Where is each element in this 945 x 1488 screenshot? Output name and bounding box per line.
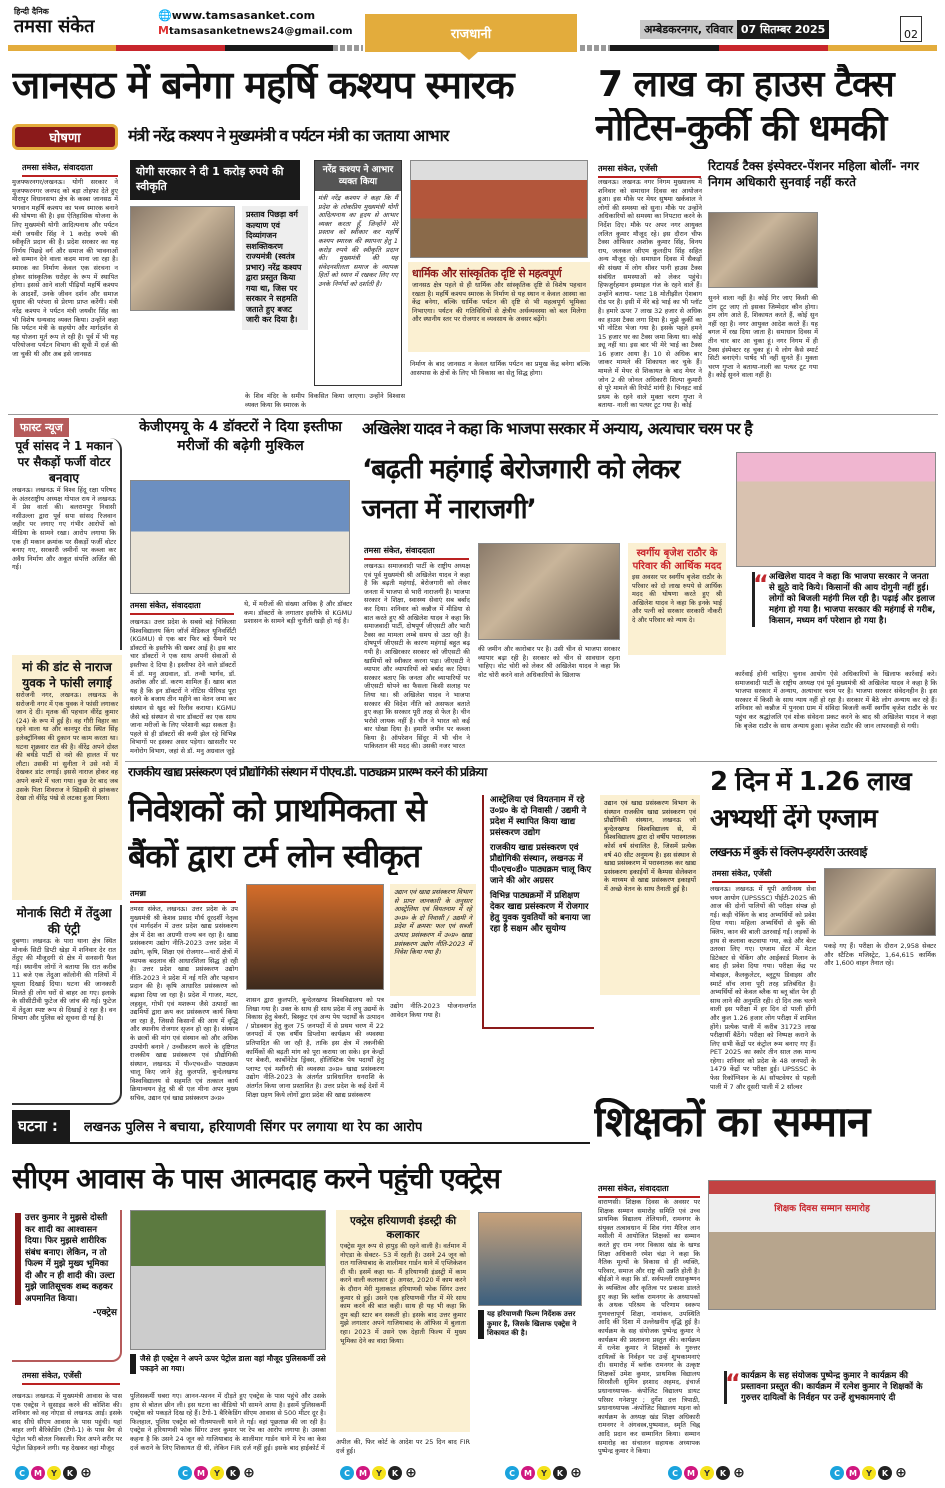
teachers-headline: शिक्षकों का सम्मान bbox=[594, 1098, 870, 1146]
actress-headline: सीएम आवास के पास आत्मदाह करने पहुंची एक्ट्रेस bbox=[12, 1163, 500, 1195]
cmyk-mark bbox=[668, 1466, 746, 1480]
crosshair-icon: ⊕ bbox=[243, 1465, 255, 1481]
story1-banner bbox=[130, 160, 300, 200]
actress-quote-by: -एक्ट्रेस bbox=[92, 1308, 117, 1318]
cmyk-dot: K bbox=[63, 1466, 77, 1480]
thanks-body: मंत्री नरेंद्र कश्यप ने कहा कि मैं प्रदेश के लोकप्रिय मुख्यमंत्री योगी आदित्यनाथ का हृदय से आभार व्यक्त करता हूँ, जिन्होंने मेरे प्रस्ताव को स्वीकार कर महर्षि कश्यप स्मारक की स्थापना हेतु 1 करोड़ रुपये की स्वीकृति प्रदान की। मुख्यमंत्री की यह संवेदनशीलता समाज के व्यापक हितों को ध्यान में रखकर लिए गए उनके निर्णयों को दर्शाती है। bbox=[318, 194, 398, 288]
story2-headline-line1: 7 लाख का हाउस टैक्स bbox=[598, 64, 894, 105]
mother-title: मां की डांट से नाराज युवक ने फांसी लगाई bbox=[22, 660, 112, 690]
actress-body-text: लखनऊ। लखनऊ में मुख्यमंत्री आवास के पास एक एक्ट्रेस ने सुसाइड करने की कोशिश की। शनिवार को वह नोएडा से लखनऊ आई। इसके बाद सीधे सीएम आवास के पास पहुंची। यहां बाहर लगी बैरिकेडिंग (टैगो-1) के पास बैग से पेट्रोल भरी बोतल निकाली। फिर अपने शरीर पर पेट्रोल छिड़कने लगी। यह देखकर वहां मौजूद bbox=[12, 1392, 122, 1452]
exam-headline-line2: अभ्यर्थी देंगे एग्जाम bbox=[710, 805, 877, 834]
akhilesh-tail: कार्रवाई होनी चाहिए। चुनाव आयोग ऐसे अधिकारियों के खिलाफ कार्रवाई करे। समाजवादी पार्टी के राष्ट्रीय अध्यक्ष एवं पूर्व मुख्यमंत्री श्री अखिलेश यादव ने कहा है कि भाजपा सरकार में अन्याय, अत्याचार चरम पर है। भाजपा सरकार संवेदनहीन है। इस सरकार में किसी के साथ न्याय नहीं हो रहा है। सरकार में बैठे लोग अन्याय कर रहे हैं। शनिवार को कन्नौज में पुनरवा ग्राम में संविदा बिजली कर्मी स्वर्गीय बृजेश राठौर के घर पहुंच कर श्रद्धांजलि एवं शोक संवेदना प्रकट करने के बाद श्री अखिलेश यादव ने कहा कि बृजेश राठौर के साथ अन्याय हुआ। बृजेश राठौर की जान लापरवाही से गयी। bbox=[735, 670, 937, 730]
story2-body-text: सुनने वाला नहीं है। कोई गिर जाए किसी की टांग टूट जाए तो इसका जिम्मेदार कौन होगा। हम लोग आते हैं, शिकायत करते हैं, कोई सुन नहीं रहा है। नगर आयुक्त आदेश करते हैं। यह बगल में रख दिया जाता है। समाधान दिवस में तीन चार बार आ चुका हूं। नगर निगम में ही टैक्स इंस्पेक्टर रह चुका हूं। ये लोग कैसे स्मार्ट सिटी बनाएंगे। पार्षद भी नहीं सुनते हैं। मुक्ता चरण गुप्ता ने बताया-नाली का पत्थर टूट गया है। कोई सुनने वाला नहीं है। bbox=[708, 294, 818, 380]
bullet-item: राजकीय खाद्य प्रसंस्करण एवं प्रौद्योगिकी संस्थान, लखनऊ में पी०एच०डी० पाठ्यक्रम चालू किए जाने की ओर अग्रसर bbox=[490, 843, 592, 886]
actress-quote: उत्तर कुमार ने मुझसे दोस्ती कर शादी का आश्वासन दिया। फिर मुझसे शारीरिक संबंध बनाए। लेकिन, न तो फिल्म में मुझे मुख्य भूमिका दी और न ही शादी की। उल्टा मुझे जातिसूचक शब्द कहकर अपमानित किया। bbox=[15, 1213, 117, 1305]
akhilesh-body-text bbox=[628, 660, 726, 758]
cmyk-dot: C bbox=[668, 1466, 682, 1480]
actress-body-text: अपील की, फिर कोर्ट के आदेश पर 25 दिन बाद FIR दर्ज हुई। bbox=[336, 1438, 470, 1455]
section-label: राजधानी bbox=[450, 27, 492, 42]
teachers-byline: तमसा संकेत, संवाददाता bbox=[598, 1183, 700, 1198]
divider bbox=[8, 414, 938, 415]
food-bullets bbox=[482, 795, 594, 1029]
food-body-text: शासन द्वारा कुलपति, बुन्देलखण्ड विश्वविद्यालय को पत्र लिखा गया है। उक्त के साथ ही साथ प्रदेश में लघु उद्यमों के विकास हेतु बेकरी, बिस्कुट एवं अन्य पेय पदार्थों के उत्पादन / प्रोडक्शन हेतु कुल 75 जनपदों में से प्रथम चरण में 22 जनपदों में एक वर्षीय डिप्लोमा कार्यक्रम की व्यवस्था प्रतिपादित की जा रही है, ताकि इस क्षेत्र में तकनीकी कार्मिकों की बढ़ती मांग को पूरा कराया जा सके। इन केन्द्रों पर बेकरी, कार्बोनेटेड ड्रिंक्स, होलिस्टिक पेय पदार्थों हेतु प्लाण्ट एवं मशीनरी की व्यवस्था उ०प्र० खाद्य प्रसंस्करण उद्योग नीति-2023 के अंतर्गत प्राविधानित धनराशि के अंतर्गत किया जाना प्रस्तावित है। उत्तर प्रदेश के कई देशों में शिक्षा ग्रहण किये लोगों द्वारा प्रदेश की खाद्य प्रसंस्करण bbox=[246, 996, 384, 1099]
cmyk-dot: M bbox=[846, 1466, 860, 1480]
actress-quote-box bbox=[12, 1210, 122, 1362]
actress-industry-box bbox=[336, 1210, 470, 1432]
cmyk-dot: Y bbox=[210, 1466, 224, 1480]
monark-body: दुबग्गा। लखनऊ के पारा थाना क्षेत्र स्थित मोनार्क सिटी डिप्टी खेड़ा में शनिवार देर रात तेंदुए की मौजूदगी से क्षेत्र में सनसनी फैल गई। स्थानीय लोगों ने बताया कि रात करीब 11 बजे एक तेंदुआ कॉलोनी की गलियों में घूमता दिखाई दिया। घटना की जानकारी मिलते ही लोग घरों से बाहर आ गए। इलाके के सीसीटीवी फुटेज की जांच की गई। फुटेज में तेंदुआ स्पष्ट रूप से दिखाई दे रहा है। वन विभाग और पुलिस को सूचना दी गई है। bbox=[12, 937, 116, 1023]
place-day: अम्बेडकरनगर, रविवार bbox=[640, 20, 737, 39]
incident-text: लखनऊ पुलिस ने बचाया, हरियाणवी सिंगर पर लगाया था रेप का आरोप bbox=[83, 1120, 423, 1135]
story1-box-tail: निर्माण के बाद जानसठ न केवल धार्मिक पर्यटन का प्रमुख केंद्र बनेगा बल्कि आसपास के क्षेत्रों के लिए भी विकास का सेतु सिद्ध होगा। bbox=[410, 360, 590, 377]
rally-photo bbox=[410, 160, 588, 258]
akhilesh-headline: ‘बढ़ती महंगाई बेरोजगारी को लेकर जनता में नाराजगी’ bbox=[362, 454, 680, 525]
kgmu-body-text: थे, में मरीजों की संख्या अधिक है और डॉक्टर कम। डॉक्टरों के लगातार इस्तीफे से KGMU प्रशासन के सामने बड़ी चुनौती खड़ी हो गई है। bbox=[244, 600, 352, 626]
akhilesh-tribute-photo bbox=[736, 452, 936, 567]
registration-marks bbox=[0, 1466, 945, 1484]
akhilesh-kicker: अखिलेश यादव ने कहा कि भाजपा सरकार में अन्याय, अत्याचार चरम पर है bbox=[362, 420, 752, 438]
actress-incident-photo bbox=[130, 1210, 326, 1350]
cmyk-dot: K bbox=[553, 1466, 567, 1480]
cmyk-dot: Y bbox=[537, 1466, 551, 1480]
bullet-item: आस्ट्रेलिया एवं वियतनाम में रहे उ०प्र० के दो निवासी / उद्यमी ने प्रदेश में स्थापित किया खाद्य प्रसंस्करण उद्योग bbox=[490, 795, 587, 838]
food-box: उद्यान एवं खाद्य प्रसंस्करण विभाग से प्राप्त जानकारी के अनुसार आस्ट्रेलिया एवं वियतनाम में रहे उ०प्र० के दो निवासी / उद्यमी ने प्रदेश में क्रमशः फल एवं सब्जी उत्पाद प्रसंस्करण में उ०प्र० खाद्य प्रसंस्करण उद्योग नीति-2023 में निवेश किया गया है। bbox=[390, 884, 476, 996]
teachers-ceremony-photo bbox=[708, 1180, 936, 1310]
religious-box bbox=[408, 262, 590, 352]
actress-byline: तमसा संकेत, एजेंसी bbox=[22, 1370, 120, 1385]
story2-subhead: रिटायर्ड टैक्स इंस्पेक्टर-पेंशनर महिला बोलीं- नगर निगम अधिकारी सुनवाई नहीं करते bbox=[708, 159, 919, 189]
box-title: धार्मिक और सांस्कृतिक दृष्टि से महत्वपूर्ण bbox=[412, 267, 562, 280]
rathore-box-body: इस अवसर पर स्वर्गीय बृजेश राठौर के परिवार को दो लाख रुपये से आर्थिक मदद की घोषणा करते हुए श्री अखिलेश यादव ने कहा कि इनके भाई और पत्नी को सरकार सरकारी नौकरी दे और परिवार को न्याय दे। bbox=[632, 573, 722, 624]
exam-body-text: पकड़े गए हैं। परीक्षा के दौरान 2,958 सेक्टर और स्टैटिक मजिस्ट्रेट, 1,64,615 कार्मिक और 1,600 वाहन तैनात रहे। bbox=[824, 942, 936, 968]
teachers-body-text bbox=[708, 1378, 818, 1458]
kgmu-byline: तमसा संकेत, संवाददाता bbox=[130, 600, 234, 615]
thanks-box bbox=[314, 160, 402, 386]
deputy-cm-photo bbox=[246, 884, 384, 990]
story1-headline: जानसठ में बनेगा महर्षि कश्यप स्मारक bbox=[12, 64, 514, 107]
mother-body: सरोजनी नगर, लखनऊ। लखनऊ के सरोजनी नगर में एक युवक ने फांसी लगाकर जान दे दी। मृतक की पहचान वीरेंद्र कुमार (24) के रूप में हुई है। वह गौरी विहार का रहने वाला था और कानपुर रोड स्थित सिंह इलेक्ट्रॉनिक्स की दुकान पर काम करता था। घटना शुक्रवार रात की है। वीरेंद्र अपने दोस्त की बर्थडे पार्टी से नशे की हालत में घर लौटा। उसकी मां सुनीता ने उसे नशे में देखकर डांट लगाई। इससे नाराज होकर वह अपने कमरे में चला गया। कुछ देर बाद जब उसके पिता शिवराज ने खिड़की से झांककर देखा तो वीरेंद्र पंखे से लटका हुआ मिला। bbox=[16, 691, 118, 803]
story2-body-text bbox=[824, 212, 938, 410]
akhilesh-quote: “ अखिलेश यादव ने कहा कि भाजपा सरकार ने जनता से झूठे वादे किये। किसानों की आय दोगुनी नहीं हुई। लोगों को बिजली महंगी मिल रही है। पढ़ाई और इलाज महंगा हो गया है। भाजपा सरकार की महंगाई से गरीब, किसान, मध्यम वर्ग परेशान हो गया है। bbox=[752, 572, 936, 627]
mother-story bbox=[12, 655, 122, 900]
crosshair-icon: ⊕ bbox=[895, 1465, 907, 1481]
incident-label: घटना : bbox=[12, 1110, 70, 1142]
food-headline-line1: निवेशकों को प्राथमिकता से bbox=[128, 792, 426, 829]
fast-news-body: लखनऊ। लखनऊ में विश्व हिंदू रक्षा परिषद के अंतरराष्ट्रीय अध्यक्ष गोपाल राय ने लखनऊ में प्रेस वार्ता की। बलरामपुर निवासी नसीउल्ला द्वारा पूर्व सपा सांसद रिजवान जहीर पर लगाए गए गंभीर आरोपों को मीडिया के सामने रखा। आरोप लगाया कि एक ही मकान क्रमांक पर सैकड़ों फर्जी वोटर बनाए गए, सरकारी जमीनों पर कब्जा कर अवैध निर्माण और अकूत संपत्ति अर्जित की गई। bbox=[12, 486, 116, 572]
cmyk-mark bbox=[15, 1466, 93, 1480]
story2-body-text: लखनऊ। लखनऊ नगर निगम मुख्यालय में शनिवार को समाधान दिवस का आयोजन हुआ। इस मौके पर मेयर सुषमा खर्कवाल ने लोगों की समस्या को सुना। मौके पर उन्होंने अधिकारियों को समस्या का निपटारा करने के निर्देश दिए। मौके पर अपर नगर आयुक्त ललित कुमार मौजूद रहे। इस दौरान चीफ टैक्स ऑफिसर अशोक कुमार सिंह, विनय राय, जलकल जीएम कुलदीप सिंह सहित अन्य मौजूद रहे। समाधान दिवस में सैकड़ों की संख्या में लोग सीवर पानी हाउस टैक्स संबंधित समस्याओं को लेकर पहुंचे। हिफजुर्रहमान इस्माइल गंज के रहने वाले हैं। उन्होंने बताया- प्लाट 18 मोतीझील ऐशबाग रोड पर है। इसी में मेरे बड़े भाई का भी प्लॉट है। हमारे ऊपर 7 लाख 32 हजार से अधिक का हाउस टैक्स लगा दिया है। मुझे कुर्की का भी नोटिस भेजा गया है। इसके पहले हमने 15 हजार घर का टैक्स जमा किया था। कोई ड्यू नहीं था। इस बार भी मेरे भाई का टैक्स 16 हजार आया है। 10 से अधिक बार जाकर मामले की शिकायत कर चुके हैं। मामले में मेयर से शिकायत के बाद मेयर ने जोन 2 की जोनल अधिकारी शिल्पा कुमारी से पूरे मामले की रिपोर्ट मांगी है। चिनहट वार्ड प्रथम के रहने वाले मुक्ता चरण गुप्ता ने बताया- नाली का पत्थर टूट गया है। कोई bbox=[598, 178, 702, 410]
email-link[interactable]: tamsasanketnews24@gmail.com bbox=[168, 26, 353, 37]
cmyk-dot: C bbox=[178, 1466, 192, 1480]
exam-subhead: लखनऊ में बुर्के से क्लिप-इयररिंग उतरवाई bbox=[710, 846, 867, 859]
mail-icon: M bbox=[158, 24, 169, 37]
color-bar-left bbox=[8, 45, 363, 51]
actress-box-title: एक्ट्रेस हरियाणवी इंडस्ट्री की कलाकार bbox=[349, 1215, 457, 1241]
cmyk-dot: M bbox=[356, 1466, 370, 1480]
cmyk-mark bbox=[340, 1466, 418, 1480]
section-tab bbox=[365, 14, 577, 52]
akhilesh-body-text: की जमीन और कारोबार पर है। उसी चीन से भाजपा सरकार व्यापार बढ़ा रही है। सरकार को चीन से सावधान रहना चाहिए। वोट चोरी को लेकर श्री अखिलेश यादव ने कहा कि वोट चोरी करने वाले अधिकारियों के खिलाफ bbox=[478, 645, 620, 679]
globe-icon: 🌐 bbox=[158, 9, 172, 22]
kgmu-headline: केजीएमयू के 4 डॉक्टरों ने दिया इस्तीफा मरीजों की बढ़ेगी मुश्किल bbox=[139, 419, 342, 454]
story1-subhead: मंत्री नरेंद्र कश्यप ने मुख्यमंत्री व पर्यटन मंत्री का जताया आभार bbox=[128, 127, 449, 145]
incident-strip bbox=[12, 1110, 590, 1144]
masthead-logo bbox=[14, 6, 154, 37]
cmyk-dot: K bbox=[878, 1466, 892, 1480]
cmyk-dot: K bbox=[388, 1466, 402, 1480]
cmyk-dot: Y bbox=[372, 1466, 386, 1480]
uttar-kumar-caption: यह हरियाणवी फिल्म निर्देशक उत्तर कुमार है, जिसके खिलाफ एक्ट्रेस ने शिकायत की है। bbox=[478, 1310, 588, 1339]
cmyk-dot: C bbox=[830, 1466, 844, 1480]
story2-byline: तमसा संकेत, एजेंसी bbox=[598, 163, 701, 178]
food-headline-line2: बैंकों द्वारा टर्म लोन स्वीकृत bbox=[128, 838, 421, 875]
section-tab-pointer bbox=[460, 52, 478, 60]
fast-news-label: फास्ट न्यूज bbox=[14, 418, 69, 437]
kgmu-building-photo bbox=[130, 480, 350, 594]
masthead-tagline: हिन्दी दैनिक bbox=[14, 7, 49, 16]
cmyk-dot: M bbox=[684, 1466, 698, 1480]
cmyk-dot: M bbox=[194, 1466, 208, 1480]
bullet-item: विभिन्न पाठ्यक्रमों में प्रशिक्षण देकर खाद्य प्रसंस्करण में रोजगार हेतु युवक युवतियों को बनाया जा रहा है सक्षम और सुयोग्य bbox=[490, 891, 591, 934]
actress-box-body: एक्ट्रेस मूल रूप से हापुड़ की रहने वाली है। वर्तमान में नोएडा के सेक्टर- 53 में रहती है। उसने 24 जून को रात गाजियाबाद के शालीमार गार्डन थाने में एप्लिकेशन दी थी। इसमें कहा था- मैं हरियाणवी इंडस्ट्री में काम करने वाली कलाकार हूं। अगस्त, 2020 में काम करने के दौरान मेरी मुलाकात हरियाणवी फोक सिंगर उत्तर कुमार से हुई। उसने एक हरियाणवी गीत में मेरे साथ काम करने की बात कही। साथ ही यह भी कहा कि तुम बड़ी स्टार बन सकती हो। इसके बाद उत्तर कुमार मुझे लगातार अपने गाजियाबाद के ऑफिस में बुलाता रहा। 2023 में उसने एक देहाती फिल्म में मुख्य भूमिका देने का वादा किया। bbox=[340, 1242, 466, 1345]
issue-date: 07 सितम्बर 2025 bbox=[737, 20, 830, 39]
crosshair-icon: ⊕ bbox=[733, 1465, 745, 1481]
exam-checking-photo bbox=[824, 868, 936, 936]
uttar-kumar-photo bbox=[478, 1212, 582, 1306]
story1-body-text bbox=[130, 316, 238, 410]
actress-photo-caption: जैसे ही एक्ट्रेस ने अपने ऊपर पेट्रोल डाला वहां मौजूद पुलिसकर्मी उसे पकड़ने आ गया। bbox=[130, 1354, 326, 1374]
meeting-photo bbox=[708, 212, 818, 288]
banner-text: योगी सरकार ने दी 1 करोड़ रुपये की स्वीकृति bbox=[136, 165, 284, 193]
akhilesh-media-photo bbox=[478, 543, 620, 640]
rathore-box-title: स्वर्गीय बृजेश राठौर के परिवार की आर्थिक मदद bbox=[632, 548, 722, 572]
teachers-body-text: वाराणसी। शिक्षक दिवस के अवसर पर शिक्षक सम्मान समारोह समिति एवं उच्च प्राथमिक विद्यालय तेलियानी, रामनगर के संयुक्त तत्वावधान में शिव गंगा मैरिज लान मसीली में आयोजित शिक्षकों का सम्मान करते हुए राम नगर विकास खंड के खण्ड शिक्षा अधिकारी रमेश चंद्रा ने कहा कि नैतिक मूल्यों के विकास से ही व्यक्ति, परिवार, समाज और राष्ट्र की उन्नति होती है। बीईओ ने कहा कि डॉ. सर्वपल्ली राधाकृष्णन के व्यक्तित्व और कृतित्व पर प्रकाश डालते हुए कहा कि ब्लॉक रामनगर के अध्यापकों के अथक परिश्रम के परिणाम स्वरूप गुणवत्तापूर्ण शिक्षा, नामांकन, उपस्थिति आदि की दिशा में उल्लेखनीय वृद्धि हुई है। कार्यक्रम के सह संयोजक पुष्पेन्द्र कुमार ने कार्यक्रम की प्रस्तावना प्रस्तुत की। कार्यक्रम में रत्नेश कुमार ने शिक्षकों के गुरुत्तर दायित्वों के निर्वहन पर उन्हें शुभकामनाएं दी। समारोह में ब्लॉक रामनगर के उत्कृष्ट शिक्षकों उमेश कुमार, प्राथमिक विद्यालय सिरसौली सुमिन इरशाद अहमद, इंचार्ज प्रधानाध्यापक- कंपोजिट विद्यालय डायट परिसर गनेशपुर ; दुर्गेश दत्त त्रिपाठी, प्रधानाध्यापक -कंपोजिट विद्यालय मड़ना को कार्यक्रम के अध्यक्ष खंड शिक्षा अधिकारी रामनगर ने अंगवस्त्र,पुष्पमाल, स्मृति चिह्न आदि प्रदान कर सम्मानित किया। सम्मान समारोह का संचालन सहायक अध्यापक पुष्पेन्द्र कुमार ने किया। bbox=[598, 1198, 700, 1456]
cmyk-mark bbox=[505, 1466, 583, 1480]
cmyk-mark bbox=[178, 1466, 256, 1480]
story2-headline-line2: नोटिस-कुर्की की धमकी bbox=[595, 108, 887, 149]
food-body-text bbox=[600, 1002, 700, 1092]
monark-title: मोनार्क सिटी में तेंदुआ की एंट्री bbox=[16, 906, 112, 936]
fast-news-panel bbox=[12, 438, 122, 650]
food-box2: उद्यान एवं खाद्य प्रसंस्करण विभाग के संस्थान राजकीय खाद्य प्रसंस्करण एवं प्रौद्योगिकी संस्थान, लखनऊ जो बुन्देलखण्ड विश्वविद्यालय से, में विश्वविद्यालय द्वारा दो वर्षीय परास्नातक कोर्स वर्ष संचालित है, जिसमें प्रत्येक वर्ष 40 सीट अनुमन्य है। इस संस्थान से खाद्य प्रसंस्करण में परास्नातक कर खाद्य प्रसंस्करण इकाईयों में कैम्पस सेलेक्शन के माध्यम से खाद्य प्रसंस्करण इकाइयों में अच्छे वेतन के साथ तैनाती हुई है। bbox=[600, 795, 700, 995]
website-link[interactable]: www.tamsasanket.com bbox=[171, 9, 316, 22]
ceremony-banner-text: शिक्षक दिवस सम्मान समारोह bbox=[774, 1204, 870, 1214]
akhilesh-body-text: लखनऊ। समाजवादी पार्टी के राष्ट्रीय अध्यक्ष एवं पूर्व मुख्यमंत्री श्री अखिलेश यादव ने कहा है कि बढ़ती महंगाई, बेरोजगारी को लेकर जनता में भाजपा से भारी नाराजगी है। भाजपा सरकार ने शिक्षा, स्वास्थ्य सेवाएं सब बर्बाद कर दिया। शनिवार को कन्नौज में मीडिया से बात करते हुए श्री अखिलेश यादव ने कहा कि समाजवादी पार्टी, दोषपूर्ण जीएसटी और भारी टैक्स का मामला लम्बे समय से उठा रही है। दोषपूर्ण जीएसटी के कारण महंगाई बहुत बढ़ गयी है। आखिरकार सरकार को जीएसटी की खामियों को स्वीकार करना पड़ा। जीएसटी ने व्यापार और व्यापारियों को बर्बाद कर दिया। सरकार बताए कि जनता और व्यापारियों पर जीएसटी थोपने का फैसला किसी सलाह पर लिया था। श्री अखिलेश यादव ने भाजपा सरकार की विदेश नीति को असफल बताते हुए कहा कि सरकार पूरी तरह से फेल है। चीन भरोसे लायक नहीं है। चीन ने भारत को कई बार धोखा दिया है। हमारी जमीन पर कब्जा किया है। ऑपरेशन सिंदूर में भी चीन ने पाकिस्तान की मदद की। उसकी नजर भारत bbox=[364, 562, 470, 751]
divider bbox=[125, 761, 937, 762]
rathore-aid-box bbox=[628, 543, 726, 655]
minister-photo bbox=[130, 206, 235, 311]
exam-headline-line1: 2 दिन में 1.26 लाख bbox=[710, 768, 911, 797]
thanks-title: नरेंद्र कश्यप ने आभार व्यक्त किया bbox=[315, 161, 401, 191]
cmyk-dot: K bbox=[226, 1466, 240, 1480]
cmyk-dot: K bbox=[716, 1466, 730, 1480]
masthead-name: तमसा संकेत bbox=[14, 16, 95, 37]
teachers-quote: “ कार्यक्रम के सह संयोजक पुष्पेन्द्र कुमार ने कार्यक्रम की प्रस्तावना प्रस्तुत की। कार्यक्रम में रत्नेश कुमार ने शिक्षकों के गुरुत्तर दायित्वों के निर्वहन पर उन्हें शुभकामनाएं दी bbox=[724, 1371, 936, 1404]
food-body-text bbox=[484, 1036, 594, 1105]
story1-tail: के शिव मंदिर के समीप विकसित किया जाएगा। उन्होंने विश्वास व्यक्त किया कि स्मारक के bbox=[245, 392, 405, 409]
cmyk-dot: Y bbox=[47, 1466, 61, 1480]
color-bar-right bbox=[580, 45, 937, 51]
food-byline: तमन्ना bbox=[130, 888, 236, 903]
badge-label: घोषणा bbox=[49, 131, 81, 146]
cmyk-mark bbox=[830, 1466, 908, 1480]
story1-byline: तमसा संकेत, संवाददाता bbox=[22, 162, 118, 177]
cmyk-dot: C bbox=[505, 1466, 519, 1480]
crosshair-icon: ⊕ bbox=[570, 1465, 582, 1481]
cmyk-dot: C bbox=[15, 1466, 29, 1480]
food-body-text: तमसा संकेत, लखनऊ। उत्तर प्रदेश के उप मुख्यमंत्री श्री केशव प्रसाद मौर्य दूरदर्शी नेतृत्व एवं मार्गदर्शन में उत्तर प्रदेश खाद्य प्रसंस्करण क्षेत्र में देश का अग्रणी राज्य बन रहा है। खाद्य प्रसंस्करण उद्योग नीति-2023 उत्तर प्रदेश में उद्योग, कृषि, शिक्षा एवं रोजगार—चारों क्षेत्रों में व्यापक बदलाव की आधारशिला सिद्ध हो रही है। उत्तर प्रदेश खाद्य प्रसंस्करण उद्योग नीति-2023 ने प्रदेश में नई गति और पहचान प्रदान की है। कृषि आधारित प्रसंस्करण को बढ़ावा दिया जा रहा है। प्रदेश में गाजर, मटर, लहसुन, गोभी एवं मशरूम जैसे उत्पादों का उद्यमियों द्वारा क्रय कर प्रसंस्करण कार्य किया जा रहा है, जिससे किसानों की आय में वृद्धि और स्थानीय रोजगार सृजन हो रहा है। संस्थान के छात्रों की मांग एवं संस्थान को और अधिक उपयोगी बनाने / उच्चीकरण करने के दृष्टिगत राजकीय खाद्य प्रसंस्करण एवं प्रौद्योगिकी संस्थान, लखनऊ में पी०एच०डी० पाठ्यक्रम चालू किए जाने हेतु कुलपति, बुन्देलखण्ड विश्वविद्यालय से सहमति एवं तत्काल कार्य क्रियान्वयन हेतु श्री बी एल मीना अपर मुख्य सचिव, उद्यान एवं खाद्य प्रसंस्करण उ०प्र० bbox=[130, 905, 238, 1103]
akhilesh-byline: तमसा संकेत, संवाददाता bbox=[364, 545, 469, 560]
crosshair-icon: ⊕ bbox=[405, 1465, 417, 1481]
ghoshna-badge bbox=[12, 124, 118, 150]
fast-news-title: पूर्व सांसद ने 1 मकान पर सैकड़ों फर्जी वोटर बनवाए bbox=[15, 439, 113, 485]
food-body-text: उद्योग नीति-2023 योजनान्तर्गत आवेदन किया गया है। bbox=[390, 1002, 476, 1019]
actress-body-text: पुलिसकर्मी घबरा गए। आनन-फानन में दौड़ते हुए एक्ट्रेस के पास पहुंचे और उसके हाथ से बोतल छीन ली। इस घटना का वीडियो भी सामने आया है। इसमें पुलिसकर्मी एक्ट्रेस को पकड़ते दिख रहे हैं। टैगो-1 बैरिकेडिंग सीएम आवास से 500 मीटर दूर है। फिलहाल, पुलिस एक्ट्रेस को गौतमपल्ली थाने ले गई। वहां पूछताछ की जा रही है। एक्ट्रेस ने हरियाणवी फोक सिंगर उत्तर कुमार पर रेप का आरोप लगाया है। उसका कहना है कि उसने 24 जून को गाजियाबाद के शालीमार गार्डन थाने में रेप का केस दर्ज कराने के लिए शिकायत दी थी, लेकिन FIR दर्ज नहीं हुई। इसके बाद हाईकोर्ट में bbox=[130, 1392, 326, 1452]
cmyk-dot: C bbox=[340, 1466, 354, 1480]
monark-story bbox=[12, 905, 122, 1105]
crosshair-icon: ⊕ bbox=[80, 1465, 92, 1481]
cmyk-dot: M bbox=[31, 1466, 45, 1480]
teachers-body-text bbox=[826, 1378, 938, 1458]
highlight-text: प्रस्ताव पिछड़ा वर्ग कल्याण एवं दिव्यांगजन सशक्तिकरण राज्यमंत्री (स्वतंत्र प्रभार) नरेंद्र कश्यप द्वारा प्रस्तुत किया गया था, जिस पर सरकार ने सहमति जताते हुए बजट जारी कर दिया है। bbox=[246, 210, 302, 324]
food-kicker: राजकीय खाद्य प्रसंस्करण एवं प्रौद्योगिकी संस्थान में पीएच.डी. पाठ्यक्रम प्रारम्भ करने की प्रक्रिया bbox=[128, 766, 487, 779]
cmyk-dot: Y bbox=[700, 1466, 714, 1480]
story1-body-text: मुजफ्फरनगर/लखनऊ। योगी सरकार ने मुजफ्फरनगर जनपद को बड़ा तोहफा देते हुए मीरापुर विधानसभा क्षेत्र के कस्बा जानसठ में भगवान महर्षि कश्यप का भव्य स्मारक बनाने की घोषणा की है। इस ऐतिहासिक योजना के लिए मुख्यमंत्री योगी आदित्यनाथ और पर्यटन मंत्री जयवीर सिंह ने 1 करोड़ रुपये की स्वीकृति प्रदान की है। प्रदेश सरकार का यह निर्णय पिछड़े वर्ग और समाज की भावनाओं को सम्मान देने वाला कदम माना जा रहा है। स्मारक का निर्माण केवल एक संरचना न होकर सांस्कृतिक धरोहर के रूप में स्थापित होगा। इससे आने वाली पीढ़ियाँ महर्षि कश्यप के आदर्शों, उनके जीवन दर्शन और समाज सुधार की परंपरा से प्रेरणा प्राप्त करेंगी। मंत्री नरेंद्र कश्यप ने पर्यटन मंत्री जयवीर सिंह का भी विशेष धन्यवाद व्यक्त किया। उन्होंने कहा कि पर्यटन मंत्री के सहयोग और मार्गदर्शन से यह योजना मूर्त रूप ले रही है। पूर्व में भी यह परियोजना पर्यटन विभाग की सूची में दर्ज की जा चुकी थी और अब इसे जानसठ bbox=[12, 178, 118, 358]
exam-byline: तमसा संकेत, एजेंसी bbox=[712, 868, 816, 883]
exam-body-text: लखनऊ। लखनऊ में यूपी अधीनस्थ सेवा चयन आयोग (UPSSSC) पीईटी-2025 की आज की दोनों पालियों की परीक्षा संपन्न हो गई। कड़ी चेकिंग के बाद अभ्यर्थियों को प्रवेश दिया गया। महिला अभ्यर्थियों से बुर्के की क्लिप, कान की बाली उतरवाई गईं। लड़कों के हाथ से कलावा कटवाया गया, कड़े और बेल्ट उतरवा लिए गए। एग्जाम सेंटर में मेटल डिटेक्टर से चेकिंग और आईकार्ड मिलान के बाद ही प्रवेश दिया गया। परीक्षा केंद्र पर मोबाइल, कैलकुलेटर, ब्लूटूथ डिवाइस और स्मार्ट वॉच लाना पूरी तरह प्रतिबंधित है। अभ्यर्थियों को केवल ब्लैक या ब्लू बॉल पेन ही साथ लाने की अनुमति रही। दो दिन तक चलने वाली इस परीक्षा में हर दिन दो पाली होंगी और कुल 1.26 हजार लोग परीक्षा में शामिल होंगे। प्रत्येक पाली में करीब 31723 लाख परीक्षार्थी बैठेंगे। परीक्षा को निष्पक्ष कराने के लिए सभी केंद्रों पर कंट्रोल रूम बनाए गए हैं। PET 2025 का स्कोर तीन साल तक मान्य रहेगा। शनिवार को प्रदेश के 48 जनपदों के 1479 केंद्रों पर परीक्षा हुई। UPSSSC के फेस रिकॉग्निशन के AI सॉफ्टवेयर से पहली पाली में 7 और दूसरी पाली में 2 सॉल्वर bbox=[710, 885, 816, 1091]
kgmu-body-text: लखनऊ। उत्तर प्रदेश के सबसे बड़े चिकित्सा विश्वविद्यालय किंग जॉर्ज मेडिकल यूनिवर्सिटी (KGMU) से एक बार फिर बड़े पैमाने पर डॉक्टरों के इस्तीफे की खबर आई है। इस बार चार डॉक्टरों ने एक साथ अपनी सेवाओं से इस्तीफा दे दिया है। इस्तीफा देने वाले डॉक्टरों में डॉ. मनु अग्रवाल, डॉ. तन्वी भार्गव, डॉ. अशोक और डॉ. करण शामिल हैं। खास बात यह है कि इन डॉक्टरों ने नोटिस पीरियड पूरा करने के बजाय तीन महीने का वेतन जमा कर संस्थान से खुद को रिलीव कराया। KGMU जैसे बड़े संस्थान से चार डॉक्टरों का एक साथ जाना मरीजों के लिए परेशानी बढ़ा सकता है। पहले से ही डॉक्टरों की कमी झेल रहे विभिन्न विभागों पर इसका असर पड़ेगा। खासतौर पर मनोरोग विभाग, जहां से डॉ. मनु अग्रवाल जुड़े bbox=[130, 618, 236, 755]
page-number: 02 bbox=[900, 16, 922, 42]
actress-body-text bbox=[478, 1362, 590, 1458]
story1-highlight bbox=[242, 206, 308, 330]
box-body: जानसठ क्षेत्र पहले से ही धार्मिक और सांस्कृतिक दृष्टि से विशेष पहचान रखता है। महर्षि कश्यप स्मारक के निर्माण से यह स्थान न केवल आस्था का केंद्र बनेगा, बल्कि धार्मिक पर्यटन की दृष्टि से भी महत्वपूर्ण भूमिका निभाएगा। पर्यटन की गतिविधियों से क्षेत्रीय अर्थव्यवस्था को बल मिलेगा और स्थानीय स्तर पर रोजगार व व्यवसाय के अवसर बढ़ेंगे। bbox=[412, 281, 586, 324]
cmyk-dot: M bbox=[521, 1466, 535, 1480]
cmyk-dot: Y bbox=[862, 1466, 876, 1480]
